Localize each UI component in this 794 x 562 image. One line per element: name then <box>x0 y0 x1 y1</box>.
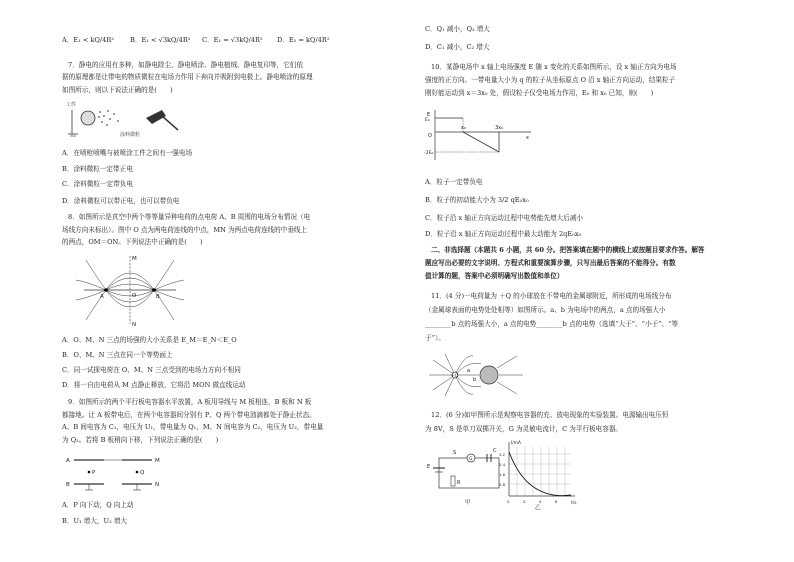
minus-2e0-label: -2E₀ <box>424 151 434 156</box>
charge-a-label: A <box>100 294 104 300</box>
q9-option-a[interactable]: A．P 向下动，Q 向上动 <box>62 501 134 509</box>
charge-sphere-figure <box>425 350 535 400</box>
q8-text-1: 8．如图所示是真空中两个等等量异种电荷的点电荷 A、B 周围的电场分布情况（电 <box>68 213 311 221</box>
e0-label: E₀ <box>425 118 430 123</box>
battery-label: E <box>427 464 431 470</box>
section-2-text-2: 题应写出必要的文字说明、方程式和重要演算步骤，只写出最后答案的不能得分。有数 <box>425 259 676 267</box>
graph-x-label: t/s <box>571 501 577 506</box>
droplet-q-label: Q <box>140 470 145 476</box>
point-o-label: O <box>132 293 137 299</box>
particles-label: 涂料微粒 <box>120 132 141 138</box>
q7-option-d[interactable]: D．涂料微粒可以带正电，也可以带负电 <box>62 197 180 205</box>
circuit-and-discharge-graph <box>425 438 585 510</box>
q7-option-c[interactable]: C．涂料微粒一定带负电 <box>62 180 133 188</box>
q9-option-d[interactable]: D．C₁ 减小，C₂ 增大 <box>425 43 490 51</box>
q7-text-2: 据的原理都是让带电的物质微粒在电场力作用下奔向并吸附到电极上。静电喷涂的原理 <box>62 73 313 81</box>
switch-label: S <box>453 450 457 456</box>
x-tick: 4 <box>539 499 542 504</box>
capacitor-label: C <box>493 448 497 454</box>
charge-q-label: +Q <box>451 374 459 379</box>
q9-text-3: A、B 间电容为 C₁，电压为 U₁，带电量为 Q₁，M、N 间电容为 C₂，电压为 U₂，带电量 <box>62 423 324 431</box>
spray-coating-figure <box>66 100 186 140</box>
q9-option-c[interactable]: C．Q₁ 减小，Q₂ 增大 <box>425 25 490 33</box>
figure-jia-label: 甲 <box>465 500 471 506</box>
axis-e-label: E <box>427 112 431 118</box>
y-tick: 3.2 <box>499 452 506 457</box>
y-tick: 0.8 <box>499 482 506 487</box>
origin-label: O <box>428 133 432 139</box>
q6-option-d[interactable]: D．E₁ = kQ/4R² <box>277 36 330 44</box>
section-2-text-3: 值计算的题，答案中必须明确写出数值和单位） <box>425 272 564 280</box>
workpiece-label: 工件 <box>66 102 77 108</box>
q8-option-a[interactable]: A．O、M、N 三点的场强的大小关系是 E_M＝E_N＜E_O <box>62 336 237 344</box>
q9-text-4: 为 Q₂。若将 B 板稍向下移，下列说法正确的是( ) <box>62 436 219 444</box>
axis-x-label: x <box>526 135 529 141</box>
galvanometer-label: G <box>469 457 473 462</box>
q7-option-b[interactable]: B．涂料微粒一定带正电 <box>62 165 133 173</box>
point-b-label: b <box>473 377 477 383</box>
q10-text-3: 刚好能运动到 x＝3x₀ 处，假设粒子仅受电场力作用，E₀ 和 x₀ 已知，则( ) <box>425 89 654 97</box>
point-n-label: N <box>132 322 137 328</box>
q10-option-b[interactable]: B．粒子的初动能大小为 3/2 qE₀x₀ <box>425 196 529 204</box>
q9-text-1: 9．如图所示的两个平行板电容器水平放置，A 板用导线与 M 板相连，B 板和 N 板 <box>68 398 312 406</box>
resistor-label: R <box>457 480 461 486</box>
plate-m-label: M <box>155 458 160 464</box>
charge-b-label: B <box>156 294 160 300</box>
droplet-p-label: P <box>92 470 96 476</box>
q10-option-a[interactable]: A．粒子一定带负电 <box>425 178 483 186</box>
q6-option-b[interactable]: B．E₁ < √3kQ/4R² <box>130 36 191 44</box>
3x0-label: 3x₀ <box>495 125 504 131</box>
q12-text-1: 12．(6 分)如甲图所示是观察电容器的充、放电现象的实验装置。电源输出电压恒 <box>431 411 669 419</box>
q11-text-4: 于”）。 <box>425 334 445 342</box>
figure-yi-label: 乙 <box>535 505 541 511</box>
point-m-label: M <box>132 256 137 262</box>
q9-option-b[interactable]: B．U₁ 增大，U₂ 增大 <box>62 517 128 525</box>
e-x-graph <box>425 106 535 164</box>
q10-text-2: 强度的正方向。一带电量大小为 q 的粒子从坐标原点 O 沿 x 轴正方向运动，结果粒子 <box>425 76 676 84</box>
x-tick: 2 <box>523 499 526 504</box>
y-tick: 1.6 <box>499 472 506 477</box>
q8-option-b[interactable]: B．O、M、N 三点在同一个等势面上 <box>62 351 173 359</box>
plate-n-label: N <box>155 482 160 488</box>
q6-option-c[interactable]: C．E₁ = √3kQ/4R² <box>202 36 263 44</box>
q6-option-a[interactable]: A．E₁ < kQ/4R² <box>62 36 114 44</box>
q10-option-d[interactable]: D．粒子沿 x 轴正方向运动过程中最大动能为 2qE₀x₀ <box>425 230 582 238</box>
q7-text-1: 7．静电的应用有多种，如静电除尘、静电喷涂、静电植绒、静电复印等，它们依 <box>68 61 303 69</box>
x0-label: x₀ <box>461 125 466 131</box>
q11-text-1: 11．(4 分)一电荷量为 ＋Q 的小球放在不带电的金属球附近，所形成的电场线分布 <box>431 292 672 300</box>
x-tick: 0 <box>507 499 510 504</box>
x-tick: 6 <box>555 499 558 504</box>
q9-text-2: 都接地。让 A 板带电后，在两个电容器间分别有 P、Q 两个带电油滴都处于静止状态。 <box>62 411 316 419</box>
plate-a-label: A <box>66 458 70 464</box>
q8-option-d[interactable]: D．将一自由电荷从 M 点静止释放，它将沿 MON 做直线运动 <box>62 381 246 389</box>
dipole-field-figure <box>70 252 190 328</box>
q8-option-c[interactable]: C．同一试探电荷在 O、M、N 三点受到的电场力方向不相同 <box>62 366 241 374</box>
q7-text-3: 如图所示，则以下说法正确的是( ) <box>62 86 173 94</box>
plate-b-label: B <box>66 482 70 488</box>
q12-text-2: 为 8V，S 是单刀双掷开关，G 为灵敏电流计，C 为平行板电容器。 <box>425 425 623 433</box>
q11-text-2: （金属球表面的电势处处相等）如图所示。a、b 为电场中的两点，a 点的场强大小 <box>425 306 666 314</box>
q7-option-a[interactable]: A．在喷枪喷嘴与被喷涂工件之间有一强电场 <box>62 149 193 157</box>
q8-text-2: 场线方向未标出）。图中 O 点为两电荷连线的中点，MN 为两点电荷连线的中垂线上 <box>62 226 308 234</box>
y-tick: 2.4 <box>499 462 506 467</box>
section-2-text-1: 二、非选择题（本题共 6 小题，共 60 分。把答案填在题中的横线上或按题目要求作答。解答 <box>431 246 705 254</box>
graph-y-label: I/mA <box>511 441 522 446</box>
point-a-label: a <box>467 368 471 374</box>
q11-text-3: ________b 点的场强大小，a 点的电势________b 点的电势（选填“大于”、“小于”、“等 <box>425 320 679 328</box>
q10-option-c[interactable]: C．粒子沿 x 轴正方向运动过程中电势能先增大后减小 <box>425 214 584 222</box>
capacitors-figure <box>64 452 184 496</box>
q10-text-1: 10．某静电场中 x 轴上电场强度 E 随 x 变化的关系如图所示，设 x 轴正方向为电场 <box>431 63 677 71</box>
q8-text-3: 的两点，OM＝ON。下列说法中正确的是( ) <box>62 238 203 246</box>
